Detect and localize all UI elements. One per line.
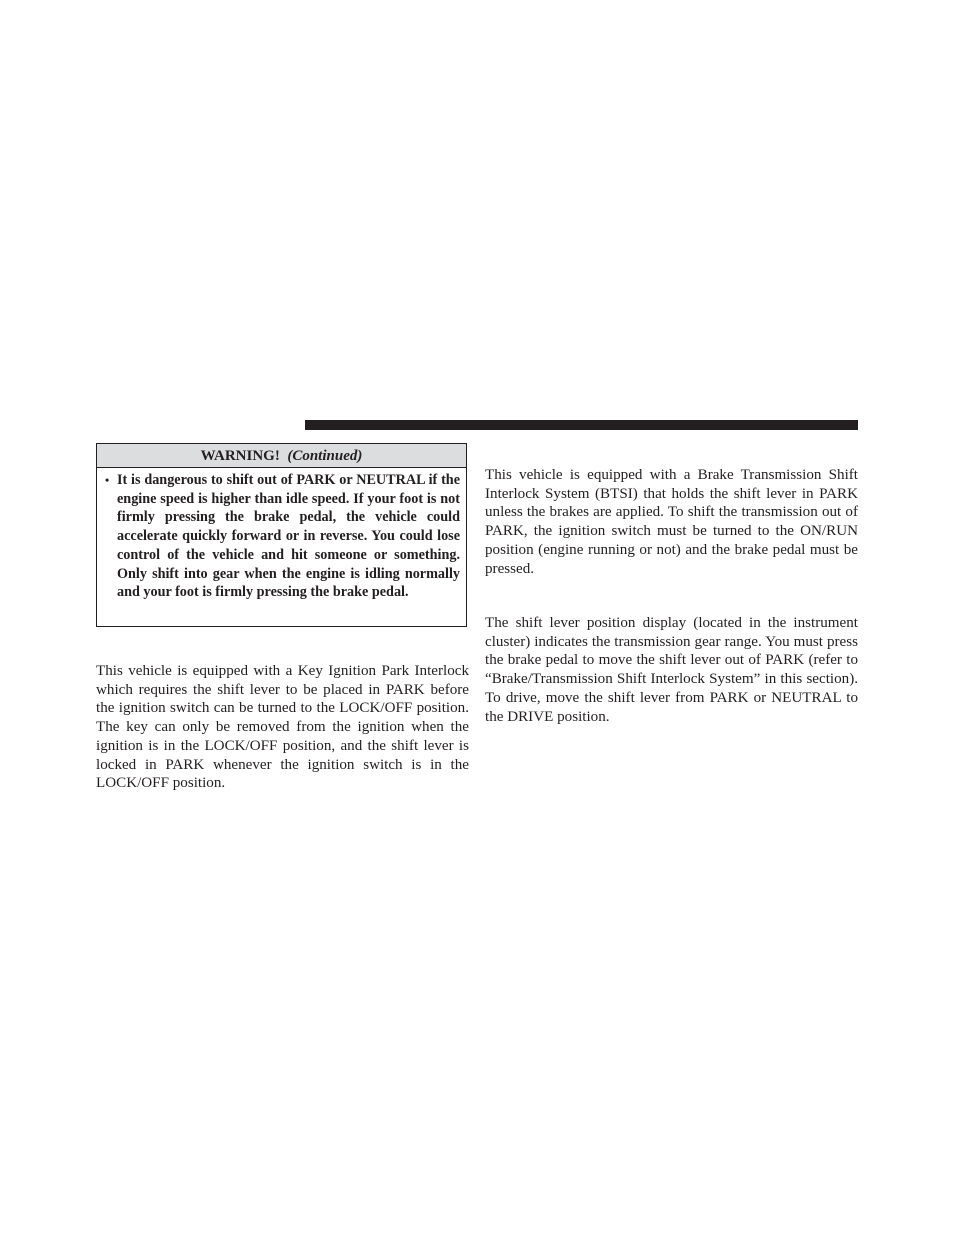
bullet-icon: • — [105, 473, 110, 487]
warning-text: It is dangerous to shift out of PARK or NEUTRAL if the engine speed is higher than idle speed. If your foot is not firmly pressing the brake pedal, the vehicle could accelerate quickly forward or in reverse. You could lose control of the vehicle and hit someone or something. Only shift into gear when the engine is idling normally and your foot is firmly pressing the brake pedal. — [117, 472, 460, 601]
key-ignition-park-interlock-paragraph: This vehicle is equipped with a Key Ignition Park Interlock which requires the shift lever to be placed in PARK before the ignition switch can be turned to the LOCK/​OFF position. The key can only be removed from the ignition when the ignition is in the LOCK/OFF position, and the shift lever is locked in PARK whenever the ignition switch is in the LOCK/OFF position. — [96, 663, 469, 792]
warning-continued: (Continued) — [287, 448, 363, 464]
warning-header — [97, 444, 466, 468]
warning-box — [96, 443, 467, 627]
shift-lever-display-paragraph: The shift lever position display (located in the instrument cluster) indicates the transmission gear range. You must press the brake pedal to move the shift lever out of PARK (refer to “Brake/Transmission Shift Interlock System” in this section). To drive, move the shift lever from PARK or NEUTRAL to the DRIVE position. — [485, 615, 858, 725]
btsi-paragraph: This vehicle is equipped with a Brake Transmission Shift Interlock System (BTSI) that holds the shift lever in PARK unless the brakes are applied. To shift the transmission out of PARK, the ignition switch must be turned to the ON/RUN position (engine running or not) and the brake pedal must be pressed. — [485, 467, 858, 577]
warning-title: WARNING! — [200, 448, 280, 464]
header-rule — [305, 420, 858, 430]
warning-body — [97, 468, 466, 602]
